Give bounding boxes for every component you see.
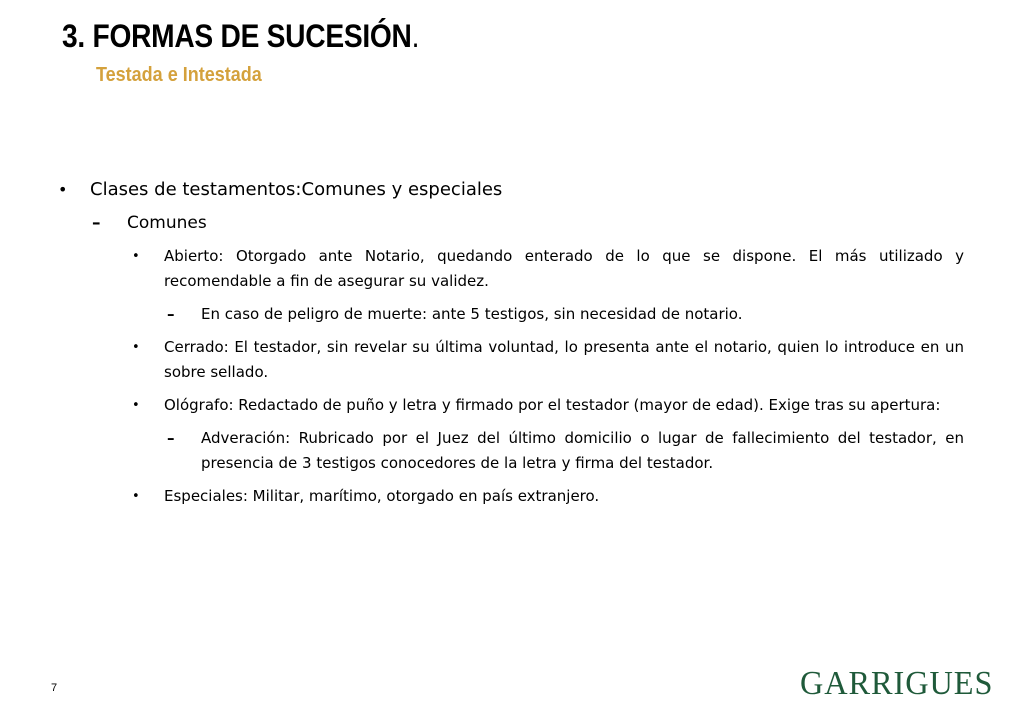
page-title-text: 3. FORMAS DE SUCESIÓN (62, 18, 412, 54)
list-item-text: Abierto: Otorgado ante Notario, quedando enterado de lo que se dispone. El más utilizado y recomendable a fin de asegurar su validez. (164, 247, 964, 290)
page-title (62, 14, 419, 58)
list-item (58, 335, 964, 385)
bullet-marker: • (132, 489, 140, 504)
list-item (58, 176, 964, 204)
list-item-text: Cerrado: El testador, sin revelar su última voluntad, lo presenta ante el notario, quien lo introduce en un sobre sellado. (164, 338, 964, 381)
bullet-marker: • (58, 180, 68, 199)
dash-marker: – (92, 213, 101, 233)
list-item-text: Adveración: Rubricado por el Juez del último domicilio o lugar de fallecimiento del testador, en presencia de 3 testigos conocedores de la letra y firma del testador. (201, 429, 964, 472)
bullet-marker: • (132, 340, 140, 355)
list-item-text: En caso de peligro de muerte: ante 5 testigos, sin necesidad de notario. (201, 305, 743, 323)
page-number: 7 (51, 682, 58, 694)
bullet-marker: • (132, 398, 140, 413)
page-subtitle: Testada e Intestada (96, 64, 262, 86)
dash-marker: – (167, 305, 175, 323)
dash-marker: – (167, 429, 175, 447)
page-title-dot: . (411, 18, 420, 54)
list-item-text: Especiales: Militar, marítimo, otorgado en país extranjero. (164, 487, 600, 505)
garrigues-logo: GARRIGUES (800, 665, 994, 702)
list-item (58, 302, 964, 327)
list-item (58, 426, 964, 476)
list-item-text: Comunes (127, 213, 207, 233)
list-item-text: Clases de testamentos:Comunes y especiales (90, 179, 503, 200)
bullet-marker: • (132, 249, 140, 264)
list-item-text: Ológrafo: Redactado de puño y letra y firmado por el testador (mayor de edad). Exige tras su apertura: (164, 396, 941, 414)
list-item (58, 484, 964, 509)
list-item (58, 244, 964, 294)
list-item (58, 210, 964, 236)
bullet-content (58, 176, 964, 517)
list-item (58, 393, 964, 418)
